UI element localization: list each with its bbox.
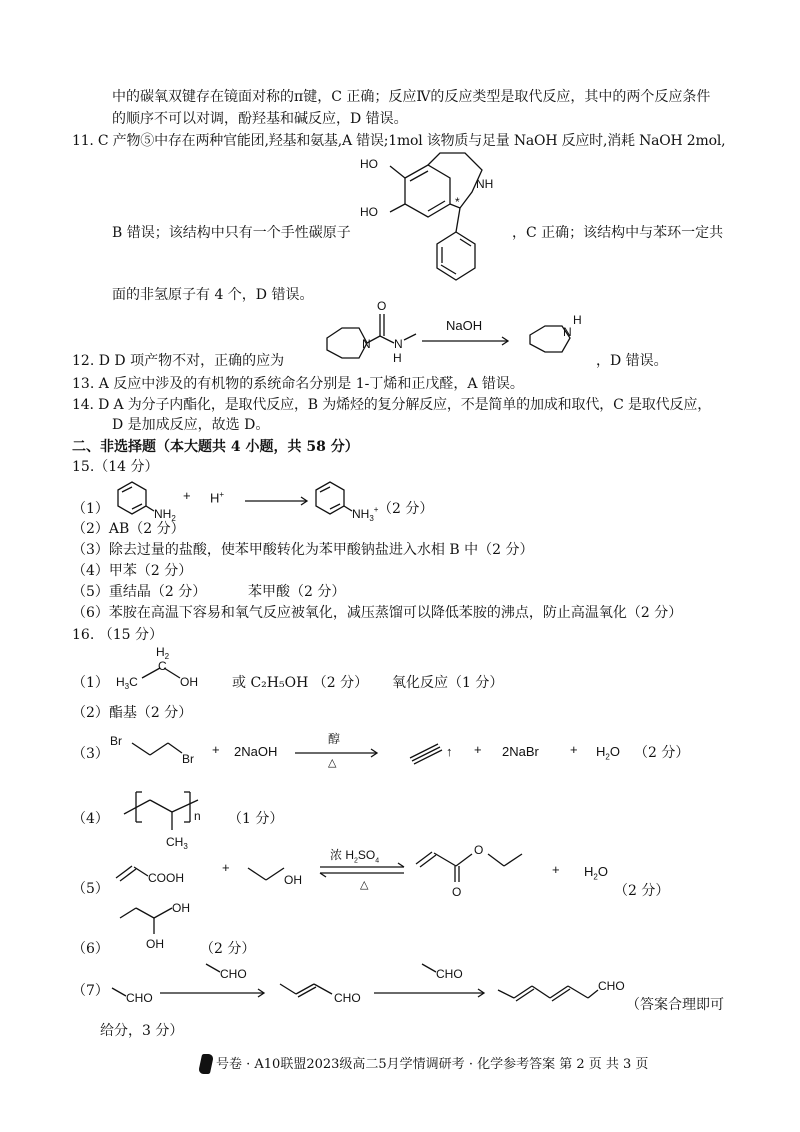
q16-5-ethanol	[246, 852, 326, 892]
q16-7-crotonaldehyde	[278, 978, 378, 1008]
chiral-star: *	[455, 195, 460, 209]
q16-polypropylene-structure	[120, 784, 210, 854]
text-line-1: 中的碳氧双键存在镜面对称的π键，C 正确；反应Ⅳ的反应类型是取代反应，其中的两个反应条件	[112, 89, 711, 105]
q16-3-nabr: 2NaBr	[502, 744, 539, 759]
cho-1: CHO	[126, 991, 153, 1005]
q16-7-note: （答案合理即可	[626, 997, 724, 1013]
cho-reagent-2: CHO	[436, 967, 463, 981]
urea-h: H	[393, 351, 402, 365]
q16-7-arrow-2	[374, 988, 494, 998]
text-line-2: 的顺序不可以对调，酚羟基和碱反应，D 错误。	[112, 111, 408, 127]
q16-5-plus2: +	[552, 862, 560, 877]
q16-7-label: （7）	[72, 983, 109, 999]
q16-7-reagent-2	[420, 958, 480, 988]
q16-5-conc: 浓 $H_2SO_4$	[330, 848, 380, 865]
q16-5-label: （5）	[72, 881, 109, 897]
aniline-nh2: $NH_2$	[154, 507, 176, 523]
q16-3-alcohol: 醇	[328, 732, 341, 746]
q16-title: 16. （15 分）	[72, 627, 163, 643]
q16-5-oh: OH	[284, 873, 302, 887]
q15-5b: 苯甲酸（2 分）	[248, 584, 346, 600]
q16-5-equilibrium-arrow	[320, 864, 410, 878]
urea-n: N	[394, 337, 403, 351]
q16-7-reagent-1	[204, 958, 264, 988]
q16-5-acrylic-acid	[112, 852, 212, 892]
section-2-heading: 二、非选择题（本大题共 4 小题，共 58 分）	[72, 439, 359, 455]
brand-logo-icon	[198, 1054, 214, 1074]
q16-3-delta: △	[328, 757, 337, 769]
q12-arrow	[422, 336, 512, 346]
q15-1-label: （1）	[72, 501, 109, 517]
urea-n-ring: N	[362, 337, 371, 351]
q15-2: （2）AB（2 分）	[72, 521, 185, 537]
q16-ethanol-structure	[112, 646, 212, 696]
q16-5-delta: △	[360, 879, 369, 891]
q15-anilinium-structure	[308, 478, 388, 528]
q16-3-label: （3）	[72, 746, 109, 762]
q16-3-naoh: 2NaOH	[234, 744, 278, 759]
q15-title: 15.（14 分）	[72, 459, 159, 475]
ho-label-top: HO	[360, 157, 378, 171]
q16-dibromoethane-structure	[110, 735, 210, 775]
poly-ch3: $CH_3$	[166, 835, 188, 851]
q16-6-score: （2 分）	[200, 941, 256, 957]
q15-5a: （5）重结晶（2 分）	[72, 584, 207, 600]
ho-label-bottom: HO	[360, 205, 378, 219]
ester-carbonyl-o: O	[452, 885, 462, 899]
q14-a: 14. D A 为分子内酯化，是取代反应，B 为烯烃的复分解反应，不是简单的加成和取代，C 是取代反应，	[72, 397, 712, 413]
q11-benzazepine-structure	[360, 150, 494, 280]
q16-4-label: （4）	[72, 811, 109, 827]
urea-o: O	[377, 299, 387, 313]
ethanol-oh: OH	[180, 675, 198, 689]
q15-1-score: （2 分）	[378, 501, 434, 517]
q11-head: 11. C 产物⑤中存在两种官能团,羟基和氨基,A 错误;1mol 该物质与足量 NaOH 反应时,消耗 NaOH 2mol,	[72, 133, 726, 149]
q16-4-score: （1 分）	[228, 811, 284, 827]
q16-6-label: （6）	[72, 941, 109, 957]
q16-3-plus3: +	[570, 742, 578, 757]
q16-7-score: 给分，3 分）	[100, 1023, 184, 1039]
q16-3-gas-arrow: ↑	[446, 744, 453, 759]
q15-3: （3）除去过量的盐酸，使苯甲酸转化为苯甲酸钠盐进入水相 B 中（2 分）	[72, 542, 534, 558]
nh-label: NH	[476, 177, 494, 191]
q16-3-plus2: +	[474, 742, 482, 757]
pip-n: N	[563, 325, 572, 339]
q16-3-acetylene	[408, 740, 448, 764]
q15-6: （6）苯胺在高温下容易和氧气反应被氧化，减压蒸馏可以降低苯胺的沸点，防止高温氧化（2 分）	[72, 605, 683, 621]
q16-5-water: $H_2O$	[584, 864, 608, 882]
q16-5-ethyl-acrylate	[412, 838, 542, 898]
q16-3-arrow	[295, 748, 385, 758]
q11-b: B 错误；该结构中只有一个手性碳原子	[112, 225, 351, 241]
br-right: Br	[182, 752, 194, 766]
q16-1-label: （1）	[72, 675, 109, 691]
q15-4: （4）甲苯（2 分）	[72, 563, 193, 579]
ethanol-h2: $H_2$	[156, 645, 170, 661]
q13: 13. A 反应中涉及的有机物的系统命名分别是 1-丁烯和正戊醛，A 错误。	[72, 376, 524, 392]
ethanol-c: C	[158, 659, 167, 673]
q16-3-plus1: +	[212, 742, 220, 757]
q16-7-arrow-1	[160, 988, 270, 998]
anilinium-nh3: $NH_3^+$	[352, 505, 379, 523]
ester-o: O	[474, 843, 484, 857]
q16-3-water: $H_2O$	[596, 744, 620, 762]
acrylic-cooh: COOH	[148, 871, 184, 885]
q16-1-type: 氧化反应（1 分）	[392, 675, 504, 691]
q12-a: 12. D D 项产物不对，正确的应为	[72, 353, 285, 369]
q16-1-alt: 或 C₂H₅OH （2 分）	[232, 675, 369, 691]
q15-hplus: H+	[210, 490, 225, 506]
q16-5-plus1: +	[222, 860, 230, 875]
diol-oh-bottom: OH	[146, 937, 164, 951]
q16-5-score: （2 分）	[614, 883, 670, 899]
ethanol-h3c: $H_3C$	[116, 675, 138, 691]
pip-h: H	[573, 313, 582, 327]
cho-3: CHO	[598, 979, 625, 993]
page-footer: 号卷 · A10联盟2023级高二5月学情调研考 · 化学参考答案 第 2 页 共 3 页	[216, 1057, 649, 1072]
q15-arrow	[245, 496, 315, 506]
q12-piperidine-structure	[525, 310, 595, 370]
q15-plus: +	[183, 488, 191, 503]
q16-2: （2）酯基（2 分）	[72, 705, 193, 721]
q16-3-score: （2 分）	[634, 745, 690, 761]
q11-c: ，C 正确；该结构中与苯环一定共	[512, 225, 724, 241]
q16-7-sorbaldehyde	[496, 970, 636, 1010]
q12-naoh-label: NaOH	[446, 318, 483, 333]
q12-b: ，D 错误。	[596, 353, 668, 369]
cho-reagent-1: CHO	[220, 967, 247, 981]
q14-b: D 是加成反应，故选 D。	[112, 417, 270, 433]
br-left: Br	[110, 734, 122, 748]
q12-urea-structure	[322, 298, 422, 368]
q11-d: 面的非氢原子有 4 个，D 错误。	[112, 287, 314, 303]
diol-oh-top: OH	[172, 901, 190, 915]
poly-n: n	[194, 809, 201, 823]
cho-2: CHO	[334, 991, 361, 1005]
